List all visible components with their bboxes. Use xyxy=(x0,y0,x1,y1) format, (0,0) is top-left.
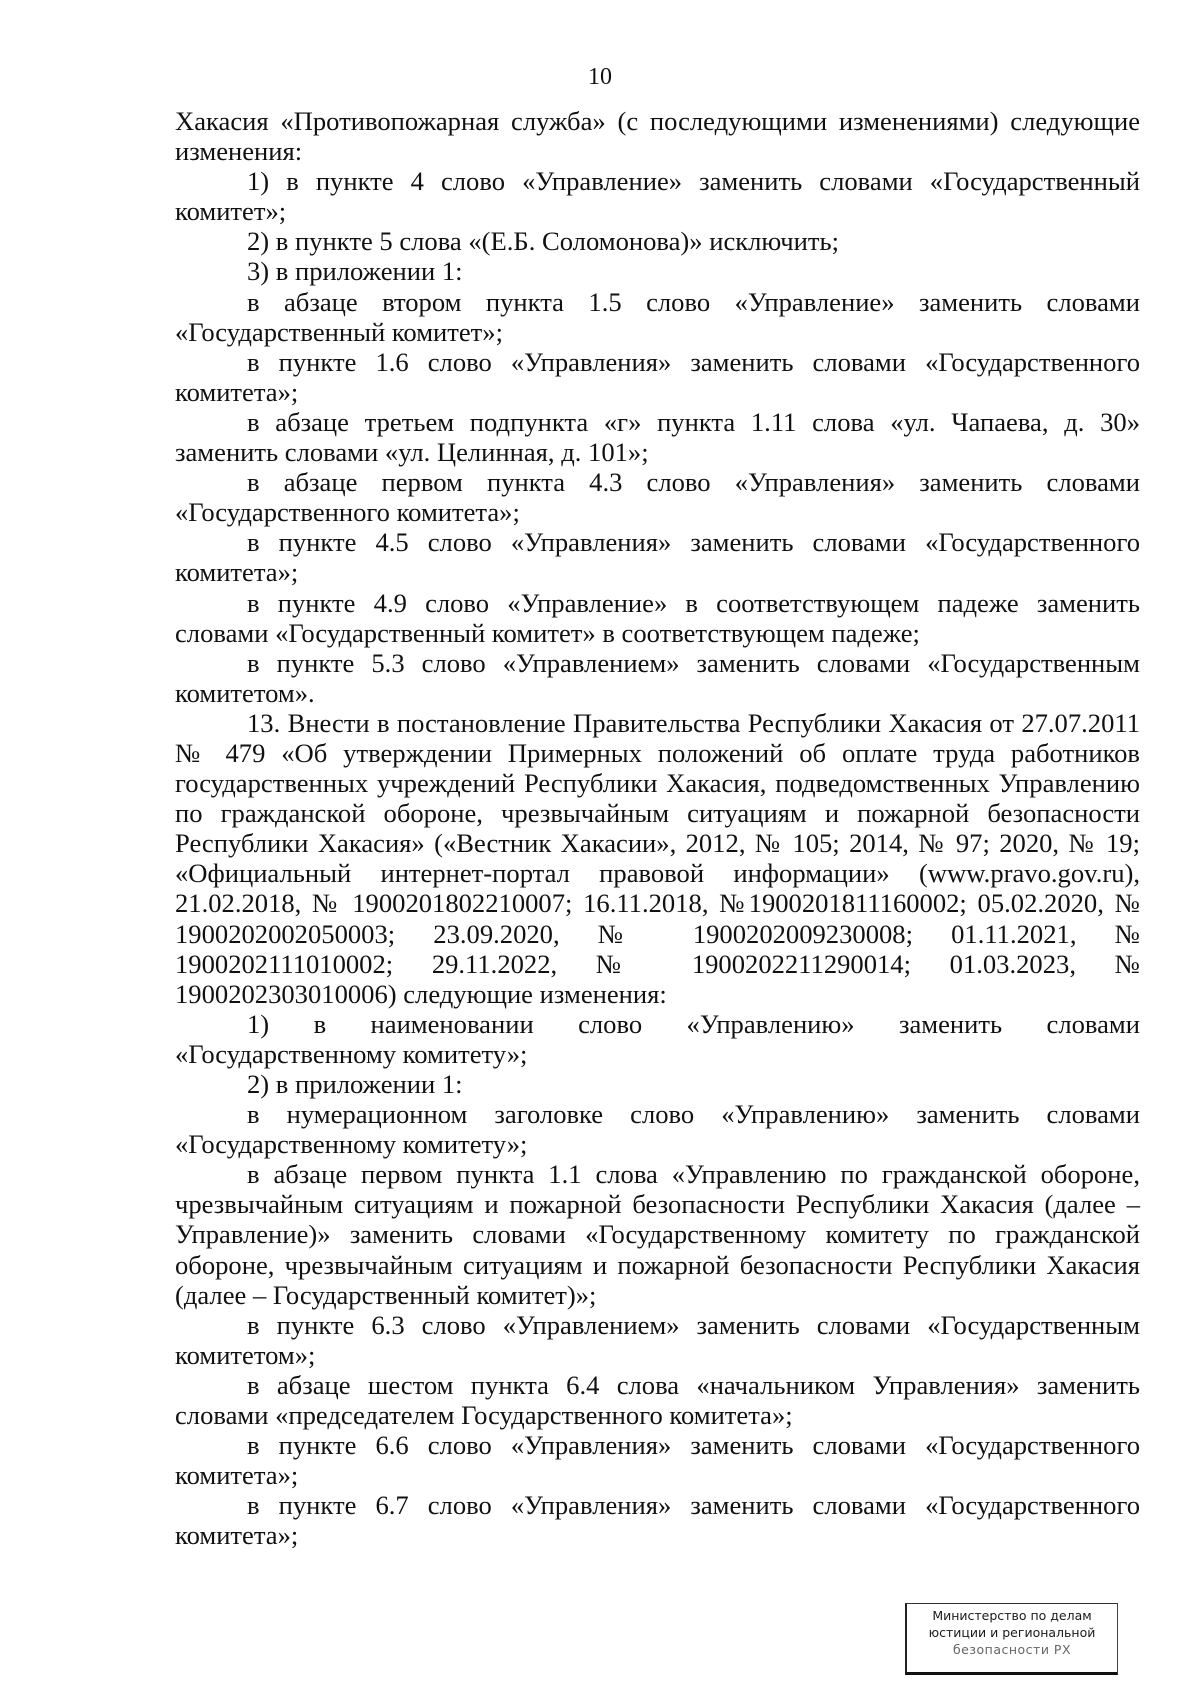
paragraph: в абзаце первом пункта 4.3 слово «Управления» заменить словами «Государственного комитета»; xyxy=(175,467,1140,528)
paragraph: в пункте 4.9 слово «Управление» в соответствующем падеже заменить словами «Государственный комитет» в соответствующем падеже; xyxy=(175,587,1140,648)
paragraph: в абзаце первом пункта 1.1 слова «Управлению по гражданской обороне, чрезвычайным ситуациям и пожарной безопасности Республики Хакасия (далее – Управление)» заменить словами «Государственному комитету по гражданской обороне, чрезвычайным ситуациям и пожарной безопасности Республики Хакасия (далее – Государственный комитет)»; xyxy=(175,1159,1140,1310)
stamp-line: безопасности РХ xyxy=(952,1642,1072,1657)
paragraph: в пункте 5.3 слово «Управлением» заменить словами «Государственным комитетом». xyxy=(175,647,1140,708)
stamp-line: юстиции и региональной xyxy=(928,1625,1096,1640)
paragraph: в пункте 4.5 слово «Управления» заменить словами «Государственного комитета»; xyxy=(175,527,1140,588)
ministry-stamp xyxy=(905,1603,1118,1675)
paragraph: 2) в пункте 5 слова «(Е.Б. Соломонова)» исключить; xyxy=(247,226,840,257)
paragraph: в пункте 1.6 слово «Управления» заменить словами «Государственного комитета»; xyxy=(175,346,1140,407)
paragraph: в пункте 6.7 слово «Управления» заменить словами «Государственного комитета»; xyxy=(175,1490,1140,1551)
paragraph: 3) в приложении 1: xyxy=(247,256,463,287)
paragraph: в пункте 6.3 слово «Управлением» заменить словами «Государственным комитетом»; xyxy=(175,1309,1140,1370)
paragraph: в абзаце втором пункта 1.5 слово «Управление» заменить словами «Государственный комитет»; xyxy=(175,286,1140,347)
paragraph: 1) в наименовании слово «Управлению» заменить словами «Государственному комитету»; xyxy=(175,1008,1140,1069)
paragraph: 1) в пункте 4 слово «Управление» заменить словами «Государственный комитет»; xyxy=(175,166,1140,227)
paragraph: в пункте 6.6 слово «Управления» заменить словами «Государственного комитета»; xyxy=(175,1430,1140,1491)
stamp-line: Министерство по делам xyxy=(932,1608,1092,1623)
paragraph: в абзаце шестом пункта 6.4 слова «начальником Управления» заменить словами «председателем Государственного комитета»; xyxy=(175,1369,1140,1431)
paragraph: Хакасия «Противопожарная служба» (с последующими изменениями) следующие изменения: xyxy=(175,106,1140,167)
document-body xyxy=(175,106,1140,1551)
paragraph: в абзаце третьем подпункта «г» пункта 1.11 слова «ул. Чапаева, д. 30» заменить словами «ул. Целинная, д. 101»; xyxy=(175,406,1140,468)
paragraph: в нумерационном заголовке слово «Управлению» заменить словами «Государственному комитету»; xyxy=(175,1099,1140,1160)
paragraph: 2) в приложении 1: xyxy=(247,1069,463,1099)
paragraph-item-13: 13. Внести в постановление Правительства Республики Хакасия от 27.07.2011 № 479 «Об утверждении Примерных положений об оплате труда работников государственных учреждений Республики Хакасия, подведомственных Управлению по гражданской обороне, чрезвычайным ситуациям и пожарной безопасности Республики Хакасия» («Вестник Хакасии», 2012, № 105; 2014, № 97; 2020, № 19; «Официальный интернет-портал правовой информации» (www.pravo.gov.ru), 21.02.2018, № 1900201802210007; 16.11.2018, №1900201811160002; 05.02.2020, № 1900202002050003; 23.09.2020, № 1900202009230008; 01.11.2021, № 1900202111010002; 29.11.2022, № 1900202211290014; 01.03.2023, № 1900202303010006) следующие изменения: xyxy=(175,707,1140,1009)
page-number: 10 xyxy=(588,64,612,90)
